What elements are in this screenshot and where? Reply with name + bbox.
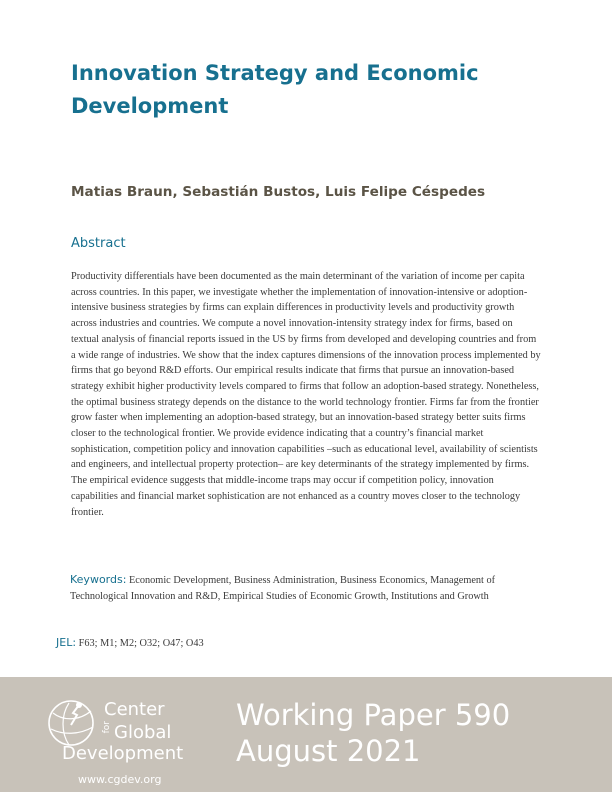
paper-title: Innovation Strategy and Economic Development bbox=[71, 61, 479, 118]
org-name-for: for bbox=[102, 721, 112, 734]
publication-date: August 2021 bbox=[236, 734, 421, 768]
jel-section bbox=[54, 636, 204, 649]
keywords-section bbox=[70, 572, 540, 604]
footer-band bbox=[0, 677, 612, 792]
jel-codes: F63; M1; M2; O32; O47; O43 bbox=[78, 638, 204, 649]
org-url: www.cgdev.org bbox=[78, 773, 162, 786]
author-list: Matias Braun, Sebastián Bustos, Luis Felipe Céspedes bbox=[71, 184, 486, 200]
abstract-heading: Abstract bbox=[71, 236, 126, 251]
keywords-text: Economic Development, Business Administration, Business Economics, Management of Technological Innovation and R&D, Empirical Studies of Economic Growth, Institutions and Growth bbox=[70, 575, 496, 602]
jel-label: JEL: bbox=[56, 636, 77, 649]
keywords-label: Keywords: bbox=[70, 573, 127, 586]
working-paper-number: Working Paper 590 bbox=[236, 698, 511, 732]
abstract-text: Productivity differentials have been documented as the main determinant of the variation of income per capita across countries. In this paper, we investigate whether the implementation of innovation-intensive or adoption-intensive business strategies by firms can explain differences in productivity levels and productivity growth across industries and countries. We compute a novel innovation-intensity strategy index for firms, based on textual analysis of financial reports issued in the US by firms from developed and developing countries and from a wide range of industries. We show that the index captures dimensions of the innovation process implemented by firms that go beyond R&D efforts. Our empirical results indicate that firms that pursue an innovation-based strategy exhibit higher productivity levels compared to firms that follow an adoption-based strategy. Nonetheless, the optimal business strategy depends on the distance to the world technology frontier. Firms far from the frontier grow faster when implementing an adoption-based strategy, but an innovation-based strategy better suits firms closer to the technological frontier. We provide evidence indicating that a country’s financial market sophistication, competition policy and innovation capabilities –such as educational level, availability of scientists and engineers, and intellectual property protection– are key determinants of the strategy implemented by firms. The empirical evidence suggests that middle-income traps may occur if competition policy, innovation capabilities and financial market sophistication are not enhanced as a country moves closer to the technology frontier. bbox=[71, 271, 541, 518]
org-name-line3: Development bbox=[62, 743, 184, 764]
org-name-line1: Center bbox=[104, 699, 165, 720]
org-name-line2: Global bbox=[114, 722, 172, 743]
